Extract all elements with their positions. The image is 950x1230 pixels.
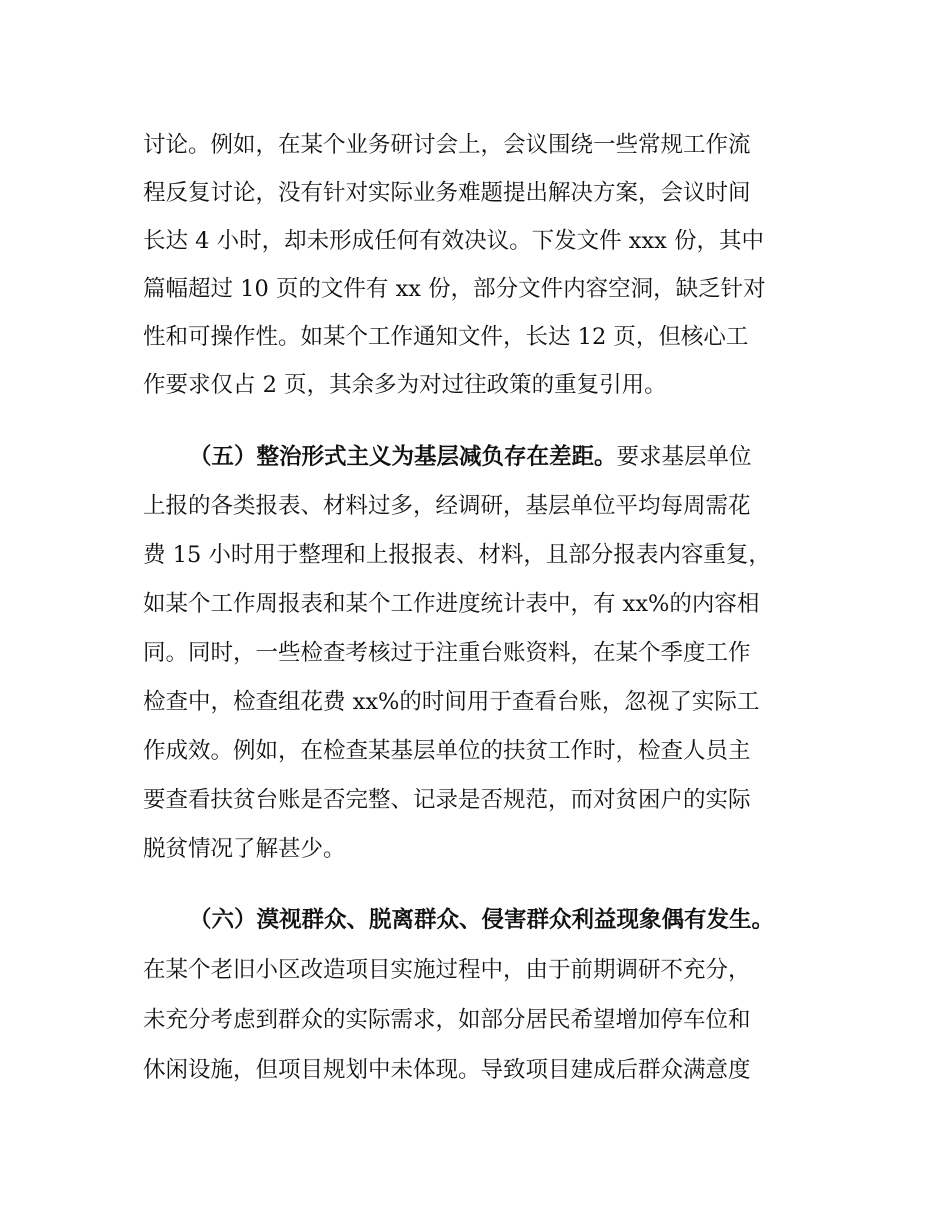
paragraph-line: 休闲设施，但项目规划中未体现。导致项目建成后群众满意度 xyxy=(143,1057,751,1083)
paragraph-line: 作成效。例如，在检查某基层单位的扶贫工作时，检查人员主 xyxy=(143,738,751,764)
paragraph-line: 程反复讨论，没有针对实际业务难题提出解决方案，会议时间 xyxy=(143,180,751,206)
section-five-first-line-tail: 要求基层单位 xyxy=(616,444,752,470)
paragraph-line: 长达 4 小时，却未形成任何有效决议。下发文件 xxx 份，其中 xyxy=(143,228,764,254)
paragraph-line: 检查中，检查组花费 xx%的时间用于查看台账，忽视了实际工 xyxy=(143,689,760,715)
paragraph-line: 脱贫情况了解甚少。 xyxy=(143,836,346,862)
section-six-heading: （六）漠视群众、脱离群众、侵害群众利益现象偶有发生。 xyxy=(189,907,775,933)
paragraph-line: 作要求仅占 2 页，其余多为对过往政策的重复引用。 xyxy=(143,372,667,398)
paragraph-line: 篇幅超过 10 页的文件有 xx 份，部分文件内容空洞，缺乏针对 xyxy=(143,276,766,302)
paragraph-line: 未充分考虑到群众的实际需求，如部分居民希望增加停车位和 xyxy=(143,1007,751,1033)
paragraph-line: 上报的各类报表、材料过多，经调研，基层单位平均每周需花 xyxy=(143,493,751,519)
paragraph-line: 要查看扶贫台账是否完整、记录是否规范，而对贫困户的实际 xyxy=(143,787,751,813)
paragraph-line: 讨论。例如，在某个业务研讨会上，会议围绕一些常规工作流 xyxy=(143,132,751,158)
section-five-heading: （五）整治形式主义为基层减负存在差距。 xyxy=(189,444,617,470)
paragraph-line: 如某个工作周报表和某个工作进度统计表中，有 xx%的内容相 xyxy=(143,591,760,617)
section-five-first-line xyxy=(189,442,752,472)
paragraph-line: 同。同时，一些检查考核过于注重台账资料，在某个季度工作 xyxy=(143,640,751,666)
paragraph-line: 在某个老旧小区改造项目实施过程中，由于前期调研不充分， xyxy=(143,957,751,983)
paragraph-line: 费 15 小时用于整理和上报报表、材料，且部分报表内容重复， xyxy=(143,542,771,568)
paragraph-line: 性和可操作性。如某个工作通知文件，长达 12 页，但核心工 xyxy=(143,324,749,350)
